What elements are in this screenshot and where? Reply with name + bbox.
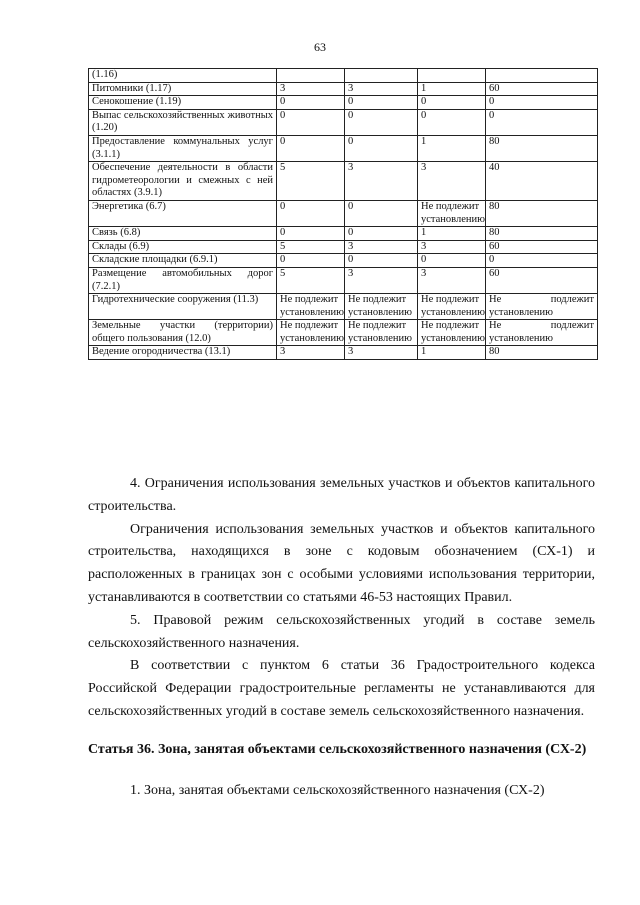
- value-cell: 0: [345, 96, 418, 110]
- use-type-cell: Земельные участки (территории) общего пользования (12.0): [89, 320, 277, 346]
- value-cell: 3: [345, 267, 418, 293]
- use-type-cell: Питомники (1.17): [89, 82, 277, 96]
- value-cell: 0: [277, 200, 345, 226]
- paragraph-restrictions-heading: 4. Ограничения использования земельных участков и объектов капитального строительства.: [88, 476, 595, 514]
- value-cell: 0: [418, 109, 486, 135]
- value-cell: 0: [345, 200, 418, 226]
- body-text: [88, 473, 595, 802]
- value-cell: 3: [418, 267, 486, 293]
- use-type-cell: Предоставление коммунальных услуг (3.1.1): [89, 135, 277, 161]
- article-heading: Статья 36. Зона, занятая объектами сельскохозяйственного назначения (СХ-2): [88, 741, 587, 757]
- value-cell: Не подлежит установлению: [277, 294, 345, 320]
- value-cell: 0: [486, 254, 598, 268]
- value-cell: 3: [345, 82, 418, 96]
- table-row: [89, 69, 598, 83]
- value-cell: Не подлежит установлению: [345, 320, 418, 346]
- value-cell: 0: [345, 254, 418, 268]
- value-cell: 0: [277, 96, 345, 110]
- use-type-cell: Сенокошение (1.19): [89, 96, 277, 110]
- value-cell: 3: [418, 240, 486, 254]
- table-row: [89, 162, 598, 201]
- value-cell: 0: [486, 96, 598, 110]
- value-cell: 5: [277, 267, 345, 293]
- value-cell: 1: [418, 135, 486, 161]
- paragraph-legal-regime-text: В соответствии с пунктом 6 статьи 36 Градостроительного кодекса Российской Федерации градостроительные регламенты не устанавливаются для сельскохозяйственных угодий в составе земель сельскохозяйственного назначения.: [88, 658, 595, 719]
- value-cell: [486, 69, 598, 83]
- use-type-cell: Ведение огородничества (13.1): [89, 346, 277, 360]
- value-cell: 0: [418, 96, 486, 110]
- value-cell: 80: [486, 346, 598, 360]
- table-row: [89, 346, 598, 360]
- value-cell: 0: [345, 135, 418, 161]
- regulations-table: [88, 68, 598, 360]
- value-cell: 1: [418, 82, 486, 96]
- value-cell: 80: [486, 200, 598, 226]
- value-cell: 60: [486, 267, 598, 293]
- use-type-cell: Гидротехнические сооружения (11.3): [89, 294, 277, 320]
- value-cell: 0: [277, 109, 345, 135]
- value-cell: [345, 69, 418, 83]
- value-cell: 3: [277, 82, 345, 96]
- paragraph-legal-regime-heading: 5. Правовой режим сельскохозяйственных угодий в составе земель сельскохозяйственного назначения.: [88, 612, 595, 651]
- value-cell: 3: [345, 346, 418, 360]
- value-cell: Не подлежит установлению: [486, 320, 598, 346]
- table-row: [89, 109, 598, 135]
- value-cell: 3: [418, 162, 486, 201]
- table-row: [89, 294, 598, 320]
- use-type-cell: (1.16): [89, 69, 277, 83]
- value-cell: 3: [277, 346, 345, 360]
- value-cell: 3: [345, 240, 418, 254]
- use-type-cell: Обеспечение деятельности в области гидрометеорологии и смежных с ней областях (3.9.1): [89, 162, 277, 201]
- table-row: [89, 96, 598, 110]
- use-type-cell: Складские площадки (6.9.1): [89, 254, 277, 268]
- value-cell: 3: [345, 162, 418, 201]
- value-cell: 0: [277, 227, 345, 241]
- paragraph-zone-intro: 1. Зона, занятая объектами сельскохозяйственного назначения (СХ-2): [130, 782, 545, 798]
- value-cell: 0: [345, 227, 418, 241]
- table-row: [89, 200, 598, 226]
- value-cell: [277, 69, 345, 83]
- use-type-cell: Склады (6.9): [89, 240, 277, 254]
- value-cell: 5: [277, 162, 345, 201]
- value-cell: 1: [418, 227, 486, 241]
- value-cell: 60: [486, 82, 598, 96]
- value-cell: 0: [277, 135, 345, 161]
- page-number: 63: [314, 40, 326, 54]
- regulations-table-body: [89, 69, 598, 360]
- use-type-cell: Энергетика (6.7): [89, 200, 277, 226]
- value-cell: 40: [486, 162, 598, 201]
- table-row: [89, 267, 598, 293]
- table-row: [89, 227, 598, 241]
- table-row: [89, 320, 598, 346]
- use-type-cell: Выпас сельскохозяйственных животных (1.20): [89, 109, 277, 135]
- value-cell: 0: [418, 254, 486, 268]
- value-cell: 0: [486, 109, 598, 135]
- value-cell: Не подлежит установлению: [418, 200, 486, 226]
- value-cell: 1: [418, 346, 486, 360]
- paragraph-restrictions-text: Ограничения использования земельных участков и объектов капитального строительства, находящихся в зоне с кодовым обозначением (СХ-1) и расположенных в границах зон с особыми условиями использования территории, устанавливаются в соответствии со статьями 46-53 настоящих Правил.: [88, 521, 595, 605]
- use-type-cell: Связь (6.8): [89, 227, 277, 241]
- value-cell: 5: [277, 240, 345, 254]
- value-cell: 60: [486, 240, 598, 254]
- value-cell: 0: [277, 254, 345, 268]
- value-cell: 80: [486, 227, 598, 241]
- table-row: [89, 254, 598, 268]
- table-row: [89, 82, 598, 96]
- value-cell: Не подлежит установлению: [486, 294, 598, 320]
- value-cell: [418, 69, 486, 83]
- value-cell: Не подлежит установлению: [418, 294, 486, 320]
- value-cell: 80: [486, 135, 598, 161]
- value-cell: Не подлежит установлению: [418, 320, 486, 346]
- table-row: [89, 240, 598, 254]
- table-row: [89, 135, 598, 161]
- value-cell: Не подлежит установлению: [345, 294, 418, 320]
- use-type-cell: Размещение автомобильных дорог (7.2.1): [89, 267, 277, 293]
- value-cell: 0: [345, 109, 418, 135]
- value-cell: Не подлежит установлению: [277, 320, 345, 346]
